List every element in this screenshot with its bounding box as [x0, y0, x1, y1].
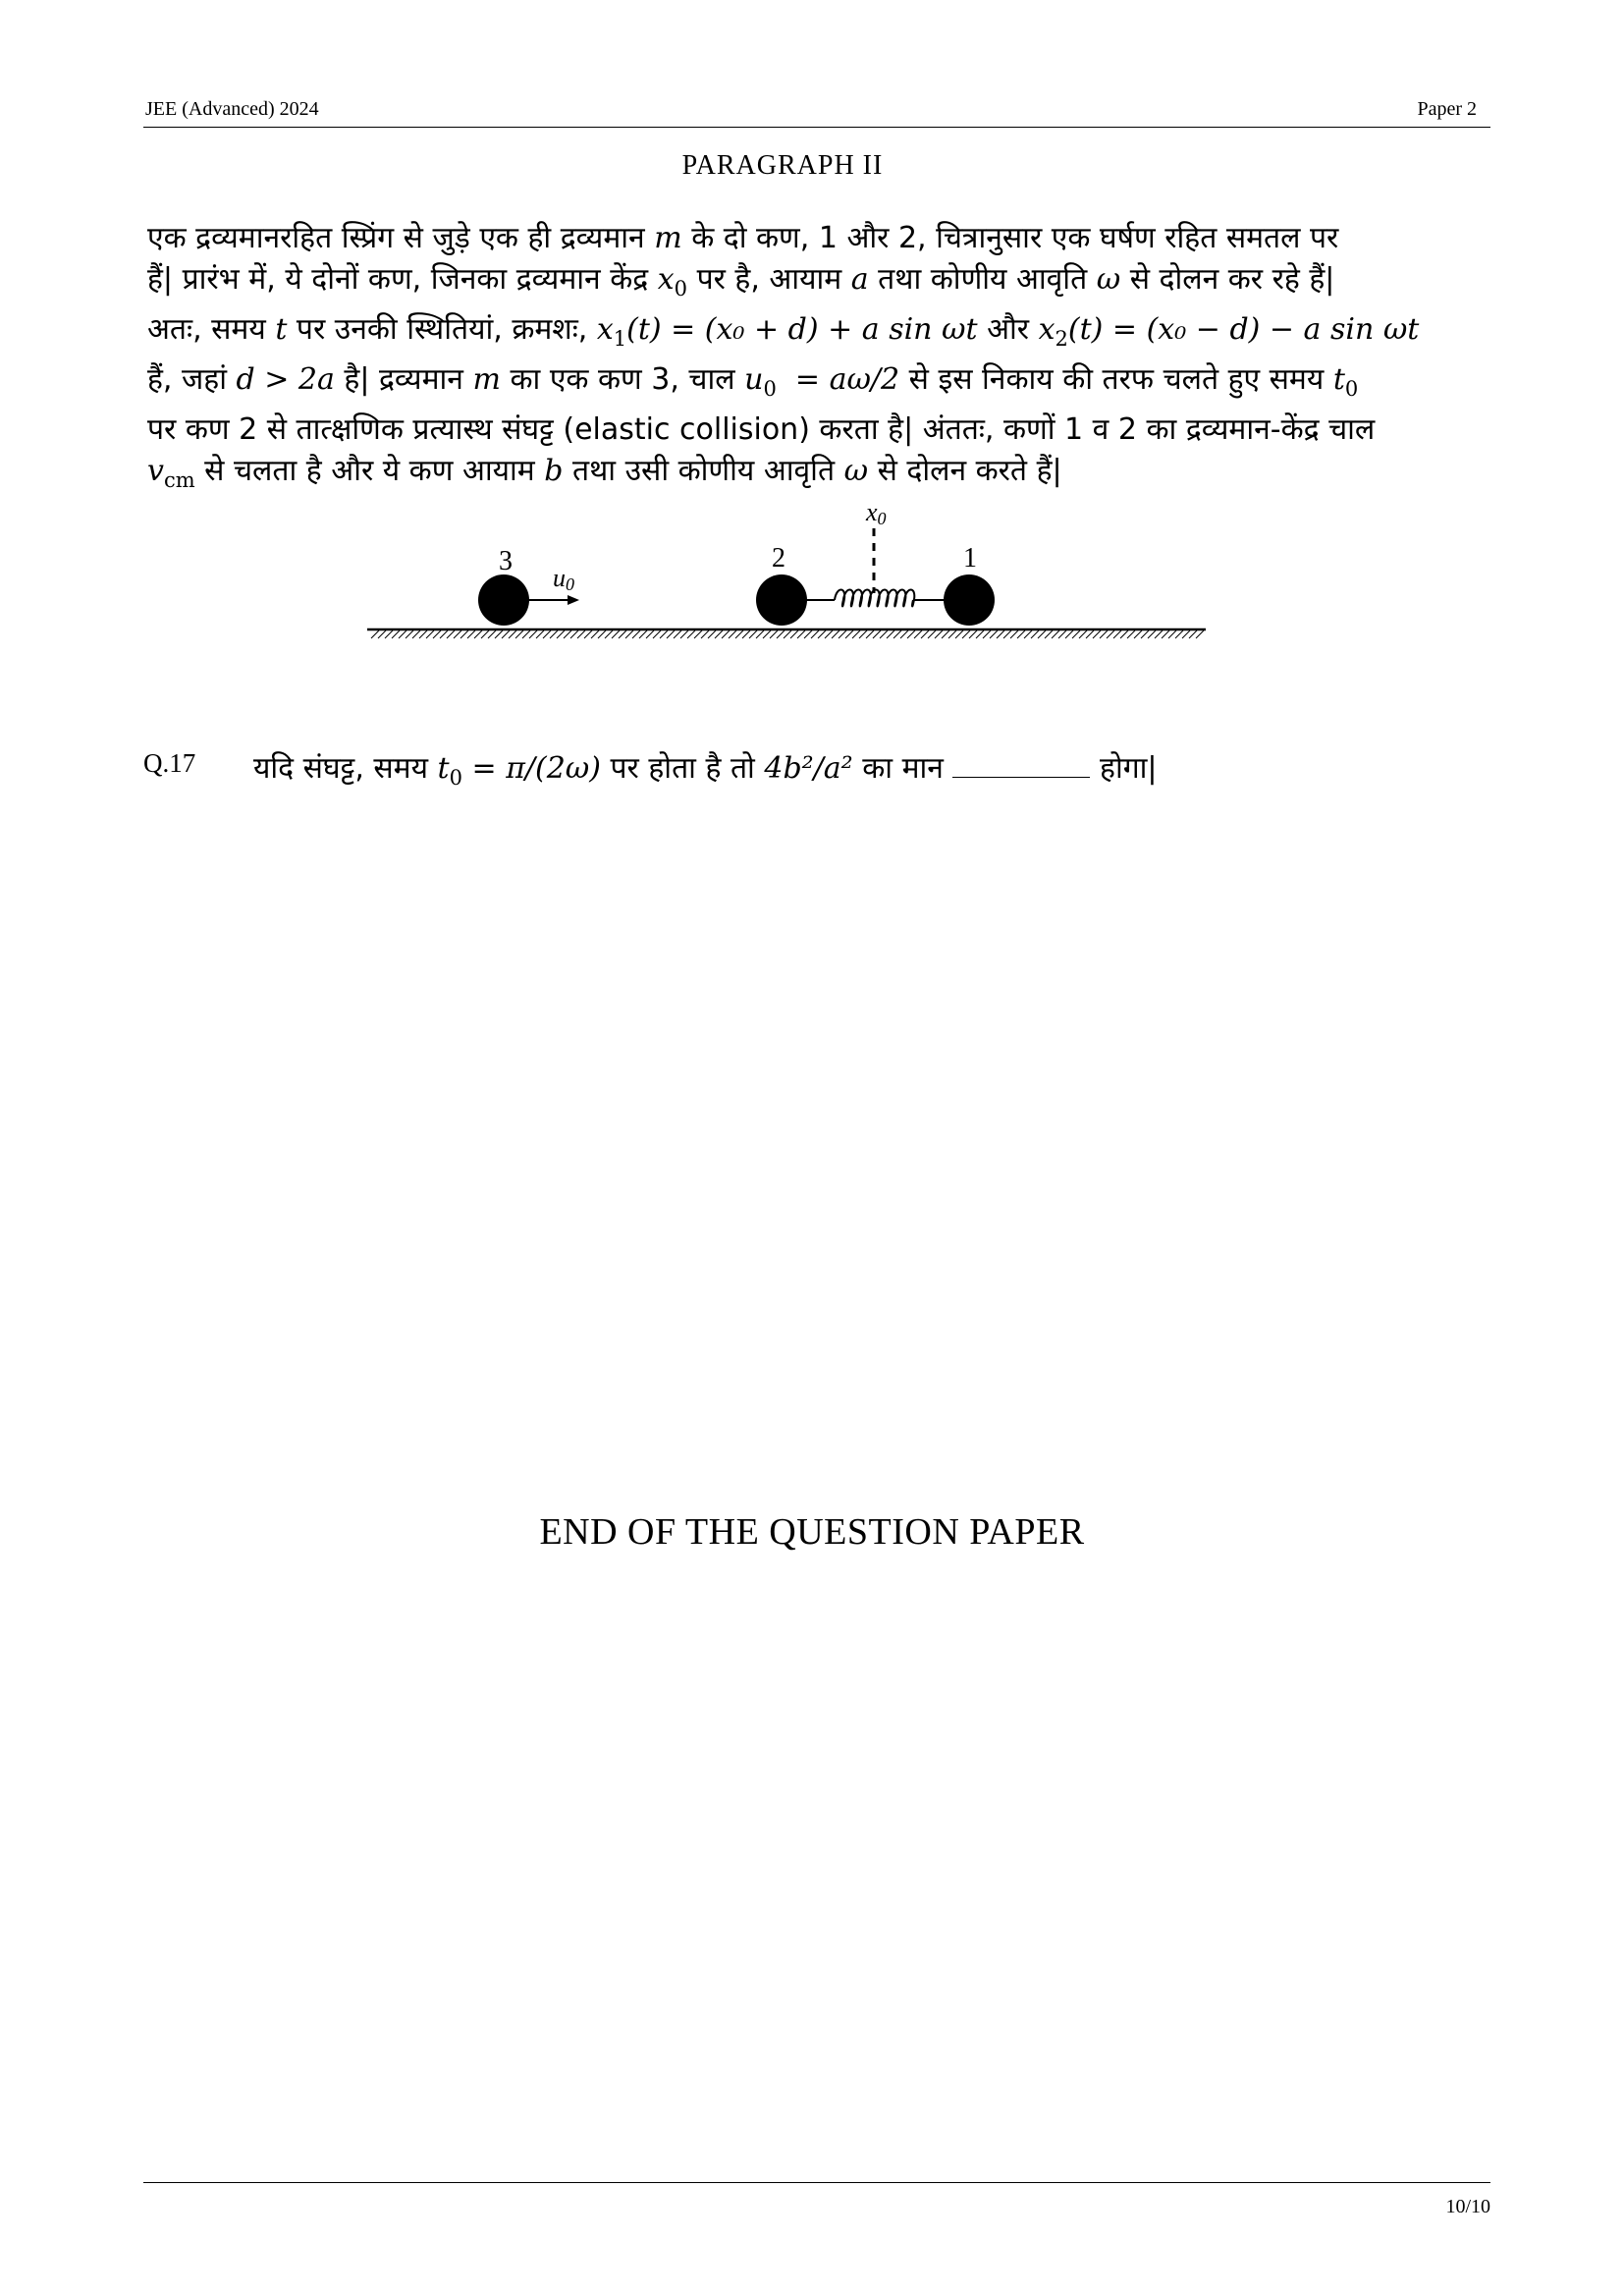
hatch-mark [935, 630, 943, 638]
hatch-mark [550, 630, 558, 638]
hatch-mark [852, 630, 860, 638]
hatch-mark [584, 630, 592, 638]
spring-mass-diagram [353, 491, 1218, 648]
hatch-mark [454, 630, 461, 638]
hatch-mark [942, 630, 949, 638]
ground-hatching [371, 630, 1204, 638]
end-of-paper: END OF THE QUESTION PAPER [539, 1511, 1085, 1553]
hatch-mark [756, 630, 764, 638]
label-particle-3: 3 [499, 546, 513, 576]
hatch-mark [529, 630, 537, 638]
hatch-mark [763, 630, 771, 638]
velocity-arrow-head [568, 595, 579, 605]
hatch-mark [694, 630, 702, 638]
hatch-mark [866, 630, 874, 638]
hatch-mark [914, 630, 922, 638]
hatch-mark [605, 630, 613, 638]
hatch-mark [997, 630, 1004, 638]
hatch-mark [543, 630, 551, 638]
hatch-mark [399, 630, 406, 638]
hatch-mark [591, 630, 599, 638]
hatch-mark [667, 630, 675, 638]
hatch-mark [1086, 630, 1094, 638]
particle-3 [478, 574, 529, 626]
hatch-mark [825, 630, 833, 638]
hatch-mark [660, 630, 668, 638]
header-paper-label: Paper 2 [1417, 98, 1477, 120]
answer-blank[interactable] [952, 749, 1090, 778]
hatch-mark [509, 630, 516, 638]
paragraph-line-4: हैं, जहां d > 2a है| द्रव्यमान m का एक कण 3, चाल $u_0 = a\omega/2$ से इस निकाय की तरफ चलते हुए समय $t_0$ [147, 362, 1359, 401]
hatch-mark [1045, 630, 1053, 638]
hatch-mark [1141, 630, 1149, 638]
hatch-mark [804, 630, 812, 638]
hatch-mark [969, 630, 977, 638]
paragraph-line-2: हैं| प्रारंभ में, ये दोनों कण, जिनका द्रव्यमान केंद्र $x_0$ पर है, आयाम a तथा कोणीय आवृति ω से दोलन कर रहे हैं| [147, 262, 1335, 301]
hatch-mark [619, 630, 626, 638]
hatch-mark [900, 630, 908, 638]
hatch-mark [564, 630, 571, 638]
hatch-mark [1113, 630, 1121, 638]
label-particle-1: 1 [963, 543, 977, 574]
label-u0: u0 [553, 564, 574, 594]
particle-2 [756, 574, 807, 626]
hatch-mark [832, 630, 839, 638]
hatch-mark [1072, 630, 1080, 638]
hatch-mark [570, 630, 578, 638]
paragraph-line-6: $v_{cm}$ से चलता है और ये कण आयाम b तथा उसी कोणीय आवृति ω से दोलन करते हैं| [147, 454, 1062, 492]
hatch-mark [1120, 630, 1128, 638]
hatch-mark [797, 630, 805, 638]
hatch-mark [612, 630, 620, 638]
paragraph-line-1: एक द्रव्यमानरहित स्प्रिंग से जुड़े एक ही द्रव्यमान m के दो कण, 1 और 2, चित्रानुसार एक घर्षण रहित समतल पर [147, 221, 1339, 255]
hatch-mark [818, 630, 826, 638]
hatch-mark [1134, 630, 1142, 638]
hatch-mark [790, 630, 798, 638]
hatch-mark [955, 630, 963, 638]
position-equation-2: (t) = (x₀ − d) − a sin ωt [1067, 312, 1420, 347]
hatch-mark [419, 630, 427, 638]
hatch-mark [784, 630, 791, 638]
hatch-mark [447, 630, 455, 638]
hatch-mark [680, 630, 688, 638]
hatch-mark [639, 630, 647, 638]
hatch-mark [990, 630, 998, 638]
hatch-mark [557, 630, 565, 638]
hatch-mark [880, 630, 888, 638]
hatch-mark [1196, 630, 1204, 638]
hatch-mark [392, 630, 400, 638]
hatch-mark [928, 630, 936, 638]
paragraph-line-5: पर कण 2 से तात्क्षणिक प्रत्यास्थ संघट्ट (elastic collision) करता है| अंततः, कणों 1 व 2 का द्रव्यमान-केंद्र चाल [147, 412, 1376, 447]
hatch-mark [371, 630, 379, 638]
label-x0: x0 [866, 498, 887, 528]
hatch-mark [1038, 630, 1046, 638]
hatch-mark [1162, 630, 1169, 638]
hatch-mark [474, 630, 482, 638]
paragraph-body [147, 218, 1424, 501]
paragraph-title: PARAGRAPH II [681, 150, 884, 181]
hatch-mark [873, 630, 881, 638]
hatch-mark [378, 630, 386, 638]
hatch-mark [845, 630, 853, 638]
hatch-mark [1182, 630, 1190, 638]
hatch-mark [735, 630, 743, 638]
hatch-mark [708, 630, 716, 638]
hatch-mark [502, 630, 510, 638]
hatch-mark [1017, 630, 1025, 638]
hatch-mark [577, 630, 585, 638]
hatch-mark [1175, 630, 1183, 638]
hatch-mark [1024, 630, 1032, 638]
hatch-mark [1010, 630, 1018, 638]
hatch-mark [742, 630, 750, 638]
hatch-mark [1127, 630, 1135, 638]
hatch-mark [1058, 630, 1066, 638]
hatch-mark [406, 630, 413, 638]
hatch-mark [632, 630, 640, 638]
hatch-mark [598, 630, 606, 638]
hatch-mark [1079, 630, 1087, 638]
hatch-mark [962, 630, 970, 638]
hatch-mark [646, 630, 654, 638]
hatch-mark [948, 630, 956, 638]
hatch-mark [481, 630, 489, 638]
hatch-mark [729, 630, 736, 638]
paragraph-line-3: अतः, समय t पर उनकी स्थितियां, क्रमशः, $x_1(t) = (x_0 + d) + a$ sin ωt और $x_2(t) = (x_0 - d) - a$ sin ωt [147, 312, 1420, 351]
hatch-mark [701, 630, 709, 638]
hatch-mark [488, 630, 496, 638]
hatch-mark [811, 630, 819, 638]
hatch-mark [495, 630, 503, 638]
hatch-mark [412, 630, 420, 638]
question-text: यदि संघट्ट, समय $t_0 = \pi/(2\omega)$ पर होता है तो 4b²/a² का मान होगा| [253, 751, 1158, 790]
hatch-mark [385, 630, 393, 638]
hatch-mark [653, 630, 661, 638]
hatch-mark [625, 630, 633, 638]
hatch-mark [426, 630, 434, 638]
hatch-mark [536, 630, 544, 638]
hatch-mark [893, 630, 901, 638]
hatch-mark [907, 630, 915, 638]
question-number: Q.17 [143, 748, 196, 778]
hatch-mark [433, 630, 441, 638]
hatch-mark [859, 630, 867, 638]
hatch-mark [522, 630, 530, 638]
hatch-mark [976, 630, 984, 638]
hatch-mark [715, 630, 723, 638]
hatch-mark [515, 630, 523, 638]
hatch-mark [921, 630, 929, 638]
page-number: 10/10 [1445, 2196, 1490, 2217]
hatch-mark [1155, 630, 1163, 638]
hatch-mark [839, 630, 846, 638]
hatch-mark [770, 630, 778, 638]
hatch-mark [1100, 630, 1108, 638]
hatch-mark [722, 630, 730, 638]
label-particle-2: 2 [772, 543, 785, 574]
hatch-mark [749, 630, 757, 638]
header-exam-title: JEE (Advanced) 2024 [145, 98, 319, 120]
hatch-mark [1003, 630, 1011, 638]
position-equation-1: (t) = (x₀ + d) + a sin ωt [626, 312, 978, 347]
hatch-mark [1093, 630, 1101, 638]
hatch-mark [674, 630, 681, 638]
hatch-mark [1148, 630, 1156, 638]
hatch-mark [687, 630, 695, 638]
hatch-mark [1052, 630, 1059, 638]
hatch-mark [887, 630, 894, 638]
hatch-mark [1107, 630, 1114, 638]
footer-rule [143, 2182, 1490, 2183]
hatch-mark [983, 630, 991, 638]
header-rule [143, 127, 1490, 128]
hatch-mark [1031, 630, 1039, 638]
hatch-mark [440, 630, 448, 638]
hatch-mark [1168, 630, 1176, 638]
hatch-mark [1065, 630, 1073, 638]
hatch-mark [1189, 630, 1197, 638]
hatch-mark [460, 630, 468, 638]
hatch-mark [467, 630, 475, 638]
hatch-mark [777, 630, 785, 638]
particle-1 [944, 574, 995, 626]
